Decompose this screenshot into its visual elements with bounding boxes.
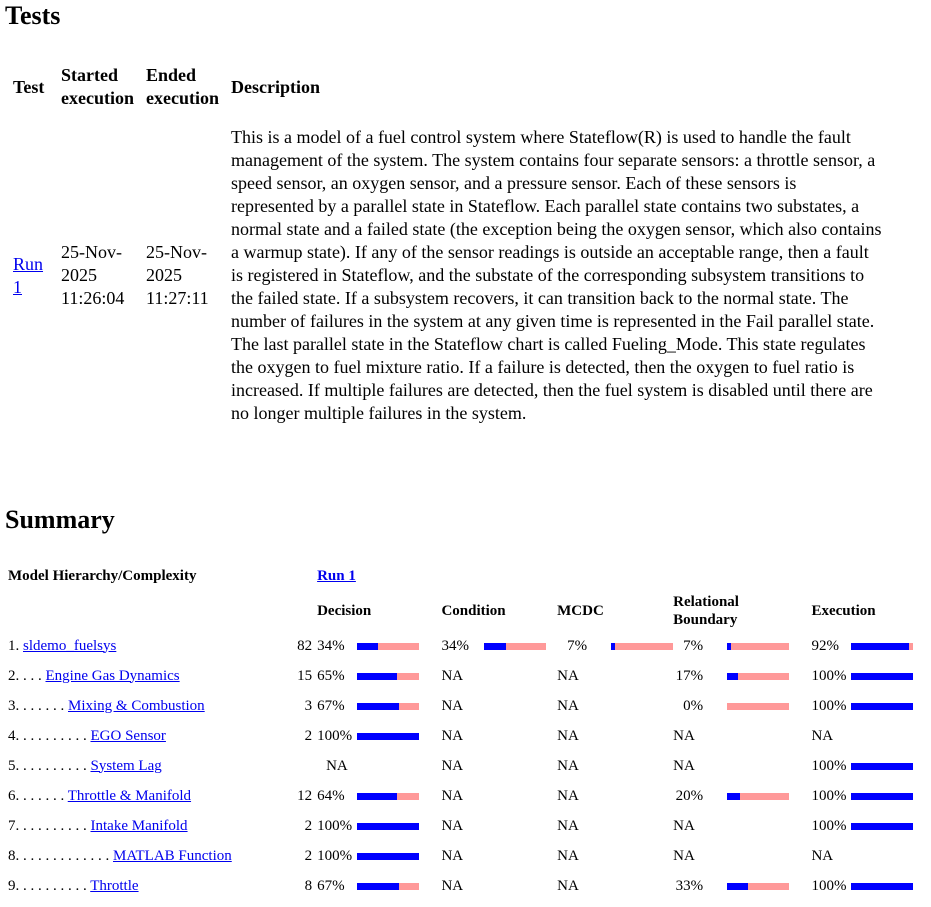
relational-coverage-fill: [727, 883, 747, 890]
summary-heading: Summary: [5, 505, 115, 534]
row-index: 5. . . . . . . . . .: [8, 757, 91, 774]
mcdc-cell: [557, 841, 673, 871]
decision-cell: [317, 631, 441, 661]
complexity-value: 8: [304, 877, 313, 894]
decision-cell: [317, 811, 441, 841]
relational-coverage-bar: [727, 793, 789, 800]
condition-cell: [441, 691, 557, 721]
relational-percent: 17%: [675, 667, 704, 684]
decision-coverage-bar: [357, 733, 419, 740]
mcdc-percent: NA: [557, 697, 579, 714]
model-link[interactable]: sldemo_fuelsys: [23, 637, 117, 654]
decision-percent: 67%: [317, 697, 345, 714]
relational-cell: [673, 631, 811, 661]
summary-row: [4, 751, 931, 781]
relational-percent: NA: [673, 847, 695, 864]
model-link[interactable]: Throttle: [90, 877, 139, 894]
condition-percent: 34%: [441, 637, 469, 654]
row-index: 1.: [8, 637, 23, 654]
col-description: Description: [230, 76, 320, 97]
execution-coverage-fill: [851, 643, 908, 650]
row-index: 3. . . . . . .: [8, 697, 68, 714]
run-1-link[interactable]: Run 1: [13, 253, 44, 297]
started-year: 2025: [61, 265, 97, 285]
decision-cell: [317, 661, 441, 691]
execution-percent: 100%: [811, 757, 847, 774]
execution-coverage-bar: [851, 793, 913, 800]
execution-coverage-bar: [851, 673, 913, 680]
condition-cell: [441, 811, 557, 841]
mcdc-percent: NA: [557, 877, 579, 894]
execution-cell: [811, 841, 931, 871]
relational-cell: [673, 841, 811, 871]
condition-cell: [441, 781, 557, 811]
test-run-cell: [7, 112, 55, 427]
relational-coverage-fill: [727, 673, 738, 680]
row-index: 4. . . . . . . . . .: [8, 727, 91, 744]
execution-coverage-fill: [851, 883, 913, 890]
condition-percent: NA: [441, 817, 464, 834]
condition-coverage-fill: [484, 643, 505, 650]
complexity-value: 12: [297, 787, 313, 804]
execution-cell: [811, 811, 931, 841]
execution-coverage-bar: [851, 883, 913, 890]
mcdc-coverage-bar: [611, 643, 673, 650]
relational-coverage-bar: [727, 673, 789, 680]
decision-coverage-fill: [357, 733, 419, 740]
model-link[interactable]: Throttle & Manifold: [67, 787, 192, 804]
relational-coverage-fill: [727, 793, 739, 800]
execution-coverage-fill: [851, 823, 913, 830]
decision-cell: [317, 691, 441, 721]
model-link[interactable]: Engine Gas Dynamics: [45, 667, 180, 684]
relational-boundary-header: Relational Boundary: [673, 594, 739, 628]
relational-cell: [673, 871, 811, 901]
row-index: 8. . . . . . . . . . . . .: [8, 847, 113, 864]
relational-coverage-fill: [727, 643, 731, 650]
started-date: 25-Nov-: [61, 242, 122, 262]
relational-percent: 33%: [675, 877, 704, 894]
tests-heading: Tests: [5, 1, 61, 30]
model-link[interactable]: MATLAB Function: [113, 847, 232, 864]
decision-percent: 100%: [317, 817, 353, 834]
relational-percent: NA: [673, 817, 695, 834]
condition-percent: NA: [441, 697, 464, 714]
col-test: Test: [13, 76, 45, 97]
condition-percent: NA: [441, 727, 464, 744]
mcdc-percent: NA: [557, 757, 579, 774]
summary-row: [4, 781, 931, 811]
condition-cell: [441, 721, 557, 751]
mcdc-cell: [557, 721, 673, 751]
execution-coverage-fill: [851, 763, 913, 770]
relational-coverage-bar: [727, 883, 789, 890]
relational-coverage-bar: [727, 643, 789, 650]
condition-cell: [441, 841, 557, 871]
relational-cell: [673, 691, 811, 721]
decision-coverage-bar: [357, 883, 419, 890]
condition-percent: NA: [441, 757, 464, 774]
decision-cell: [317, 871, 441, 901]
relational-coverage-bar: [727, 703, 789, 710]
complexity-value: [284, 751, 317, 781]
execution-percent: 100%: [811, 667, 847, 684]
relational-cell: [673, 781, 811, 811]
test-description: This is a model of a fuel control system where Stateflow(R) is used to handle the fault management of the system. The system contains four separate sensors: a throttle sensor, a speed sensor, an oxygen sensor, and a pressure sensor. Each of these sensors is represented by a parallel state in Stateflow. Each parallel state contains two substates, a normal state and a failed state (the exception being the oxygen sensor, which also contains a warmup state). If any of the sensor readings is outside an acceptable range, then a fault is registered in Stateflow, and the substate of the corresponding subsystem transitions to the failed state. If a subsystem recovers, it can transition back to the normal state. The number of failures in the system at any given time is represented in the Fail parallel state. The last parallel state in the Stateflow chart is called Fueling_Mode. This state regulates the oxygen to fuel mixture ratio. If a failure is detected, then the oxygen to fuel ratio is increased. If multiple failures are detected, then the fuel system is disabled until there are no longer multiple failures in the system.: [230, 127, 882, 423]
summary-table: [4, 561, 931, 901]
decision-coverage-fill: [357, 793, 397, 800]
condition-header: Condition: [441, 603, 506, 619]
complexity-value: 3: [304, 697, 313, 714]
decision-coverage-fill: [357, 703, 399, 710]
ended-time: 11:27:11: [145, 288, 209, 308]
execution-cell: [811, 871, 931, 901]
execution-coverage-bar: [851, 763, 913, 770]
execution-percent: NA: [811, 727, 834, 744]
relational-cell: [673, 721, 811, 751]
complexity-value: 2: [304, 847, 313, 864]
execution-percent: 100%: [811, 877, 847, 894]
execution-cell: [811, 631, 931, 661]
execution-cell: [811, 751, 931, 781]
condition-cell: [441, 871, 557, 901]
mcdc-cell: [557, 781, 673, 811]
model-link[interactable]: System Lag: [90, 757, 162, 774]
started-time: 11:26:04: [61, 288, 125, 308]
complexity-value: 2: [304, 817, 313, 834]
execution-percent: 100%: [811, 697, 847, 714]
row-index: 6. . . . . . .: [8, 787, 68, 804]
execution-header: Execution: [811, 603, 876, 619]
complexity-value: 15: [297, 667, 313, 684]
mcdc-cell: [557, 691, 673, 721]
mcdc-percent: NA: [557, 667, 579, 684]
decision-coverage-fill: [357, 643, 378, 650]
model-link[interactable]: EGO Sensor: [90, 727, 166, 744]
decision-cell: [317, 751, 441, 781]
condition-cell: [441, 751, 557, 781]
summary-row: [4, 841, 931, 871]
summary-row: [4, 631, 931, 661]
relational-percent: 7%: [683, 637, 704, 654]
condition-coverage-bar: [484, 643, 546, 650]
mcdc-cell: [557, 751, 673, 781]
relational-percent: NA: [673, 757, 695, 774]
decision-percent: 65%: [317, 667, 345, 684]
relational-percent: NA: [673, 727, 695, 744]
mcdc-percent: NA: [557, 727, 579, 744]
condition-percent: NA: [441, 877, 464, 894]
execution-cell: [811, 721, 931, 751]
decision-coverage-fill: [357, 673, 397, 680]
condition-percent: NA: [441, 787, 464, 804]
model-link[interactable]: Mixing & Combustion: [68, 697, 205, 714]
decision-percent: 34%: [317, 637, 345, 654]
decision-coverage-bar: [357, 673, 419, 680]
execution-coverage-bar: [851, 643, 913, 650]
row-index: 2. . . .: [8, 667, 46, 684]
mcdc-cell: [557, 871, 673, 901]
col-started: Started execution: [61, 65, 134, 108]
execution-cell: [811, 661, 931, 691]
ended-date: 25-Nov-: [145, 242, 207, 262]
summary-row: [4, 811, 931, 841]
decision-percent: 100%: [317, 727, 353, 744]
decision-coverage-bar: [357, 853, 419, 860]
execution-percent: 100%: [811, 787, 847, 804]
relational-cell: [673, 811, 811, 841]
mcdc-percent: NA: [557, 847, 579, 864]
decision-coverage-bar: [357, 703, 419, 710]
decision-coverage-bar: [357, 823, 419, 830]
execution-coverage-fill: [851, 673, 913, 680]
mcdc-cell: [557, 631, 673, 661]
condition-cell: [441, 661, 557, 691]
execution-coverage-fill: [851, 793, 913, 800]
decision-coverage-bar: [357, 643, 419, 650]
mcdc-header: MCDC: [557, 603, 604, 619]
decision-coverage-fill: [357, 883, 399, 890]
complexity-value: 82: [297, 637, 313, 654]
condition-percent: NA: [441, 847, 464, 864]
relational-percent: 0%: [683, 697, 704, 714]
mcdc-cell: [557, 811, 673, 841]
ended-cell: [140, 112, 225, 427]
hierarchy-header: Model Hierarchy/Complexity: [8, 567, 197, 584]
decision-percent: 67%: [317, 877, 345, 894]
summary-row: [4, 661, 931, 691]
decision-coverage-fill: [357, 853, 419, 860]
execution-cell: [811, 781, 931, 811]
decision-coverage-fill: [357, 823, 419, 830]
execution-coverage-fill: [851, 703, 913, 710]
decision-cell: [317, 721, 441, 751]
execution-percent: 92%: [811, 637, 839, 654]
test-row: [7, 112, 889, 427]
complexity-value: 2: [304, 727, 313, 744]
mcdc-percent: 7%: [567, 637, 588, 654]
decision-cell: [317, 781, 441, 811]
execution-percent: NA: [811, 847, 834, 864]
row-index: 9. . . . . . . . . .: [8, 877, 91, 894]
mcdc-percent: NA: [557, 787, 579, 804]
decision-coverage-bar: [357, 793, 419, 800]
execution-coverage-bar: [851, 823, 913, 830]
mcdc-percent: NA: [557, 817, 579, 834]
relational-cell: [673, 661, 811, 691]
condition-cell: [441, 631, 557, 661]
model-link[interactable]: Intake Manifold: [90, 817, 188, 834]
decision-percent: 64%: [317, 787, 345, 804]
started-cell: [55, 112, 140, 427]
ended-year: 2025: [145, 265, 182, 285]
summary-run-1-link[interactable]: Run 1: [317, 567, 356, 584]
row-index: 7. . . . . . . . . .: [8, 817, 91, 834]
execution-cell: [811, 691, 931, 721]
summary-row: [4, 721, 931, 751]
execution-percent: 100%: [811, 817, 847, 834]
decision-header: Decision: [317, 603, 372, 619]
mcdc-cell: [557, 661, 673, 691]
mcdc-coverage-fill: [611, 643, 615, 650]
decision-percent: 100%: [317, 847, 353, 864]
decision-cell: [317, 841, 441, 871]
summary-row: [4, 691, 931, 721]
decision-percent: NA: [326, 757, 348, 774]
execution-coverage-bar: [851, 703, 913, 710]
col-ended: Ended execution: [145, 65, 219, 108]
condition-percent: NA: [441, 667, 464, 684]
tests-table: [7, 62, 889, 427]
summary-row: [4, 871, 931, 901]
relational-cell: [673, 751, 811, 781]
relational-percent: 20%: [675, 787, 704, 804]
